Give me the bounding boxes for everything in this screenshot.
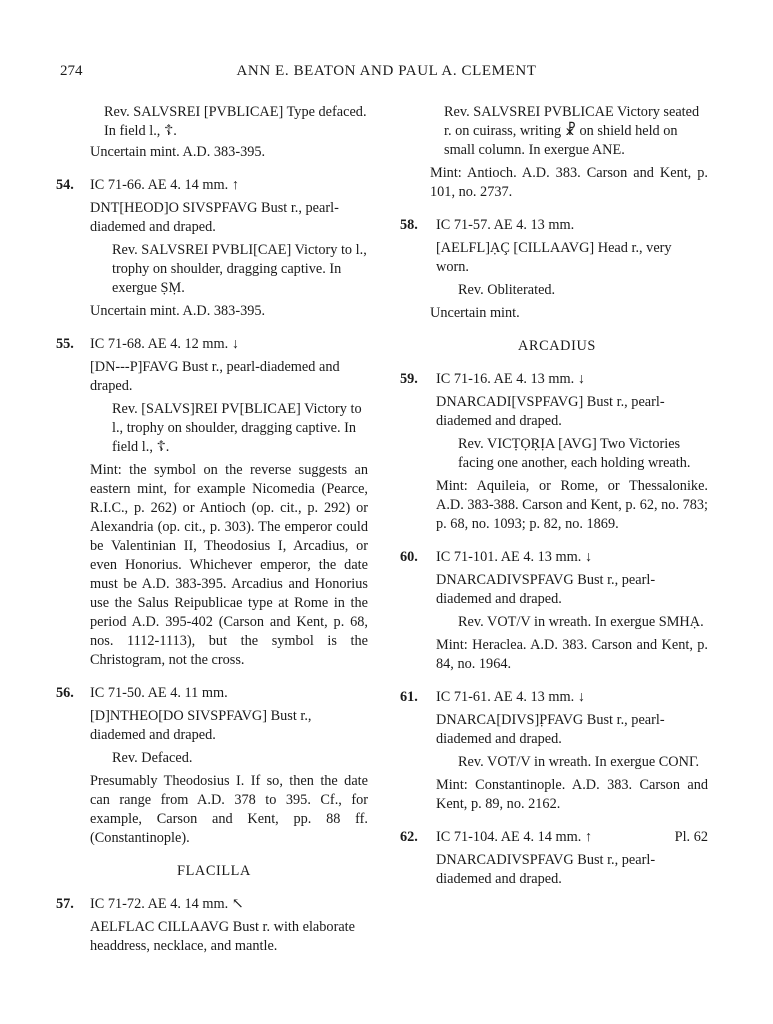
section-title-arcadius: ARCADIUS (518, 338, 596, 354)
reverse-description: Rev. Obliterated. (458, 282, 556, 298)
entry-number: 58. (400, 217, 418, 233)
entry-header: IC 71-72. AE 4. 14 mm. ↖ (90, 896, 244, 912)
catalog-entry-58 (400, 216, 708, 323)
reverse-description: Rev. Defaced. (112, 750, 193, 766)
entry-header: IC 71-16. AE 4. 13 mm. ↓ (436, 371, 585, 387)
reverse-description: Rev. SALVSREI PVBLI[CAE] Victory to l., trophy on shoulder, dragging captive. In exergue ṢṂ. (112, 242, 367, 296)
catalog-entry-60 (400, 548, 708, 674)
obverse-description: DNARCA[DIVS]P̣FAVG Bust r., pearl-diademed and draped. (436, 712, 665, 747)
mint-note: Mint: Antioch. A.D. 383. Carson and Kent, p. 101, no. 2737. (430, 165, 708, 200)
reverse-description: Rev. SALVSREI [PVBLICAE] Type defaced. In field l., ☦. (104, 104, 367, 139)
catalog-entry-56 (56, 684, 368, 848)
commentary: Mint: the symbol on the reverse suggests an eastern mint, for example Nicomedia (Pearce, R.I.C., p. 262) or Antioch (op. cit., p. 292) or Alexandria (op. cit., p. 303). The emperor could be Valentinian II, Theodosius I, Arcadius, or even Honorius. Whichever emperor, the date must be A.D. 383-395. Arcadius and Honorius use the Salus Reipublicae type at Rome in the period A.D. 395-402 (Carson and Kent, p. 68, nos. 1112-1113), but the symbol is the Christogram, not the cross. (90, 462, 368, 668)
entry-number: 56. (56, 685, 74, 701)
catalog-entry-55 (56, 335, 368, 670)
catalog-entry-59 (400, 370, 709, 534)
catalog-entry-57 (56, 895, 368, 956)
entry-header: IC 71-61. AE 4. 13 mm. ↓ (436, 689, 585, 705)
entry-number: 54. (56, 177, 74, 193)
catalog-entry-62 (400, 828, 708, 889)
mint-note: Uncertain mint. A.D. 383-395. (90, 144, 266, 160)
entry-header: IC 71-66. AE 4. 14 mm. ↑ (90, 177, 239, 193)
entry-number: 57. (56, 896, 74, 912)
right-column (400, 99, 709, 901)
entry-number: 60. (400, 549, 418, 565)
obverse-description: DNT[HEOD]O SIVSPFAVG Bust r., pearl-diademed and draped. (90, 200, 339, 235)
plate-reference: Pl. 62 (674, 829, 708, 845)
entry-header: IC 71-101. AE 4. 13 mm. ↓ (436, 549, 593, 565)
entry-number: 59. (400, 371, 418, 387)
reverse-description: Rev. VOT/V in wreath. In exergue CONΓ. (458, 754, 700, 770)
section-title-flacilla: FLACILLA (177, 863, 251, 879)
entry-header: IC 71-50. AE 4. 11 mm. (90, 685, 228, 701)
left-column (56, 99, 368, 968)
mint-note: Uncertain mint. A.D. 383-395. (90, 303, 266, 319)
entry-number: 55. (56, 336, 74, 352)
entry-header: IC 71-68. AE 4. 12 mm. ↓ (90, 336, 239, 352)
page-number: 274 (60, 63, 83, 79)
mint-note: Uncertain mint. (430, 305, 520, 321)
mint-note: Mint: Constantinople. A.D. 383. Carson and Kent, p. 89, no. 2162. (436, 777, 708, 812)
entry-number: 62. (400, 829, 418, 845)
obverse-description: AELFLAC CILLAAVG Bust r. with elaborate headdress, necklace, and mantle. (90, 919, 355, 954)
obverse-description: [DN---P]FAVG Bust r., pearl-diademed and draped. (90, 359, 340, 394)
continued-entry (60, 103, 368, 162)
reverse-description: Rev. [SALVS]REI PV[BLICAE] Victory to l., trophy on shoulder, dragging captive. In field l., ☦. (112, 401, 362, 455)
entry-number: 61. (400, 689, 418, 705)
continued-entry (406, 103, 708, 202)
entry-header: IC 71-57. AE 4. 13 mm. (436, 217, 575, 233)
commentary: Presumably Theodosius I. If so, then the date can range from A.D. 378 to 395. Cf., for example, Carson and Kent, pp. 88 ff. (Constantinople). (90, 773, 368, 846)
mint-note: Mint: Heraclea. A.D. 383. Carson and Kent, p. 84, no. 1964. (436, 637, 708, 672)
reverse-description: Rev. SALVSREI PVBLICAE Victory seated r. on cuirass, writing ☧ on shield held on small column. In exergue ANE. (444, 104, 700, 158)
obverse-description: [AELFL]ẠÇ [CILLAAVG] Head r., very worn. (436, 240, 672, 275)
obverse-description: [D]NTHEO[DO SIVSPFAVG] Bust r., diademed and draped. (90, 708, 312, 743)
reverse-description: Rev. VOT/V in wreath. In exergue SMHẠ. (458, 614, 704, 630)
catalog-entry-54 (56, 176, 368, 321)
obverse-description: DNARCADIVSPFAVG Bust r., pearl-diademed and draped. (436, 572, 656, 607)
reverse-description: Rev. VICṬỌṚỊA [AVG] Two Victories facing one another, each holding wreath. (458, 436, 691, 471)
entry-header: IC 71-104. AE 4. 14 mm. ↑ (436, 829, 593, 845)
obverse-description: DNARCADI[VSPFAVG] Bust r., pearl-diademed and draped. (436, 394, 665, 429)
obverse-description: DNARCADIVSPFAVG Bust r., pearl-diademed and draped. (436, 852, 656, 887)
running-head: ANN E. BEATON AND PAUL A. CLEMENT (236, 63, 537, 79)
mint-note: Mint: Aquileia, or Rome, or Thessalonike. A.D. 383-388. Carson and Kent, p. 62, no. 783; p. 68, no. 1093; p. 82, no. 1869. (436, 478, 709, 532)
catalog-entry-61 (400, 688, 708, 814)
